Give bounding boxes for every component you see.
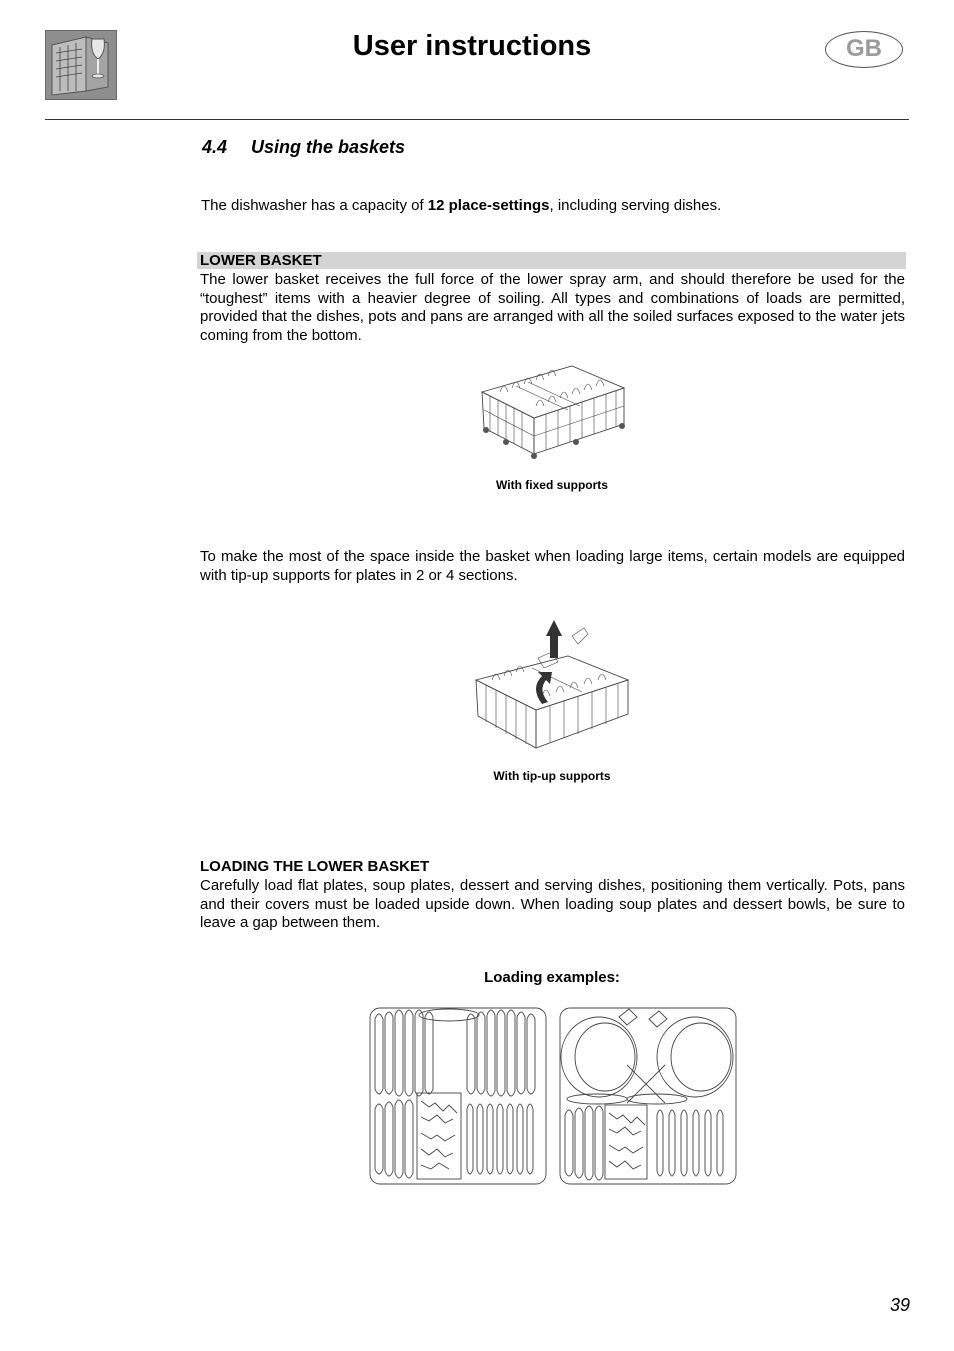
basket-fixed-supports-illustration: [476, 362, 628, 466]
loading-example-plates-illustration: [367, 1005, 549, 1187]
figure-caption-tipup-supports: With tip-up supports: [493, 769, 611, 783]
page-number: 39: [889, 1295, 910, 1315]
loading-heading: LOADING THE LOWER BASKET: [200, 858, 430, 875]
basket-tipup-supports-illustration: [472, 618, 632, 758]
loading-examples-label: Loading examples:: [484, 969, 620, 986]
loading-paragraph: Carefully load flat plates, soup plates, dessert and serving dishes, positioning them vertically. Pots, pans and their covers must be loaded upside down. When loading soup plates and dessert bowls, be sure to leave a gap between them.: [200, 877, 905, 932]
intro-text-after: , including serving dishes.: [549, 197, 722, 214]
language-badge: GB: [825, 31, 903, 68]
loading-example-pots-illustration: [557, 1005, 739, 1187]
intro-capacity: 12 place-settings: [427, 197, 550, 214]
page-title: User instructions: [352, 30, 592, 62]
lower-basket-paragraph: The lower basket receives the full force of the lower spray arm, and should therefore be used for the “toughest” items with a heavier degree of soiling. All types and combinations of loads are permitted, provided that the dishes, pots and pans are arranged with all the soiled surfaces exposed to the water jets coming from the bottom.: [200, 271, 905, 345]
section-title: Using the baskets: [251, 137, 406, 157]
section-number: 4.4: [202, 137, 228, 157]
section-heading: [202, 137, 405, 158]
tipup-paragraph: To make the most of the space inside the basket when loading large items, certain models are equipped with tip-up supports for plates in 2 or 4 sections.: [200, 548, 905, 584]
lower-basket-heading: LOWER BASKET: [200, 252, 322, 269]
figure-caption-fixed-supports: With fixed supports: [496, 478, 608, 492]
intro-text-before: The dishwasher has a capacity of: [201, 197, 428, 214]
header-divider: [45, 119, 909, 120]
intro-paragraph: [201, 197, 906, 216]
